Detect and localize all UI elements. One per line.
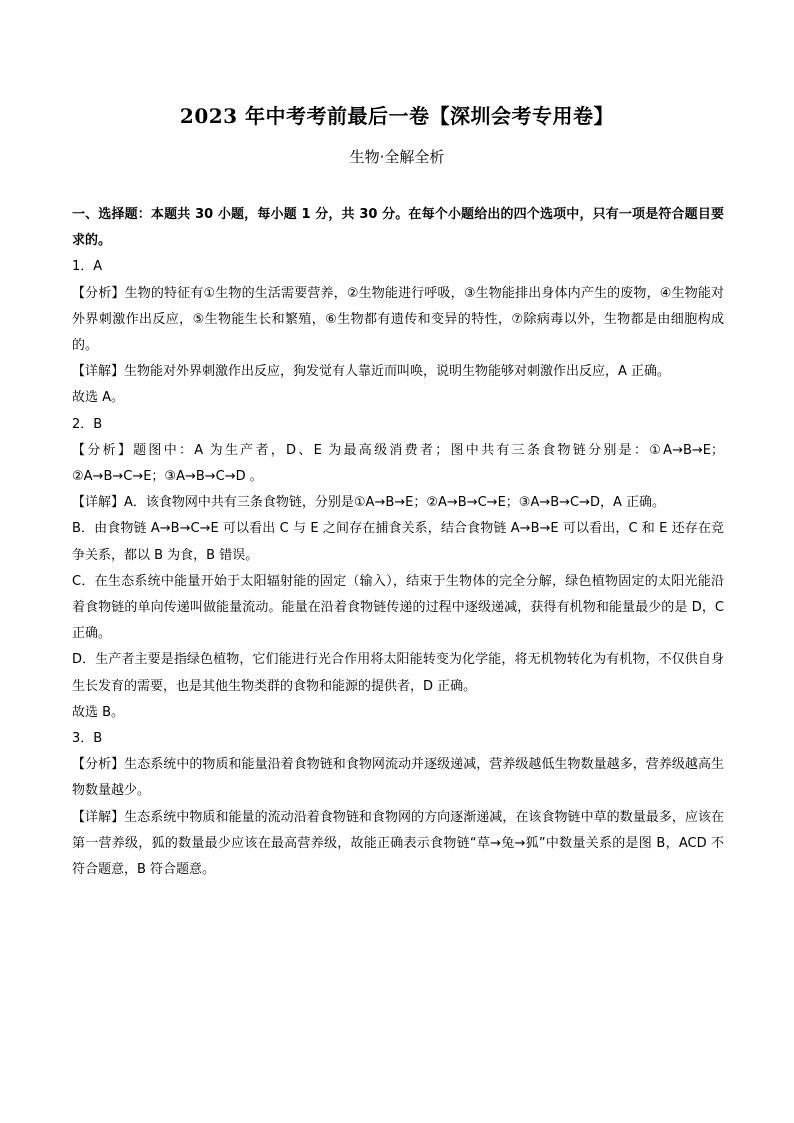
question-2-detail: 【详解】A．该食物网中共有三条食物链，分别是①A→B→E；②A→B→C→E；③A→B→C→D，A 正确。	[72, 495, 666, 511]
question-1-conclusion: 故选 A。	[72, 390, 125, 406]
question-3-analysis: 【分析】生态系统中的物质和能量沿着食物链和食物网流动并逐级递减，营养级越低生物数量越多，营养级越高生物数量越少。	[72, 757, 724, 799]
question-1-answer: 1．A	[72, 259, 103, 275]
question-3-detail: 【详解】生态系统中物质和能量的流动沿着食物链和食物网的方向逐渐递减，在该食物链中草的数量最多，应该在第一营养级，狐的数量最少应该在最高营养级，故能正确表示食物链“草→兔→狐”中数量关系的是图 B，ACD 不符合题意，B 符合题意。	[72, 809, 724, 878]
section-heading: 一、选择题：本题共 30 小题，每小题 1 分，共 30 分。在每个小题给出的四个选项中，只有一项是符合题目要求的。	[72, 207, 724, 249]
question-2-option-b: B．由食物链 A→B→C→E 可以看出 C 与 E 之间存在捕食关系，结合食物链 A→B→E 可以看出，C 和 E 还存在竞争关系，都以 B 为食，B 错误。	[72, 521, 724, 563]
question-2-option-c: C．在生态系统中能量开始于太阳辐射能的固定（输入），结束于生物体的完全分解，绿色植物固定的太阳光能沿着食物链的单向传递叫做能量流动。能量在沿着食物链传递的过程中逐级递减，获得有机物和能量最少的是 D，C 正确。	[72, 573, 724, 642]
question-2-option-d: D．生产者主要是指绿色植物，它们能进行光合作用将太阳能转变为化学能，将无机物转化为有机物，不仅供自身生长发育的需要，也是其他生物类群的食物和能源的提供者，D 正确。	[72, 652, 724, 694]
page-title: 2023 年中考考前最后一卷【深圳会考专用卷】	[179, 104, 615, 128]
question-3-answer: 3．B	[72, 731, 103, 747]
document-body	[72, 202, 724, 883]
question-1-detail: 【详解】生物能对外界刺激作出反应，狗发觉有人靠近而叫唤，说明生物能够对刺激作出反应，A 正确。	[72, 364, 671, 380]
page-subtitle: 生物·全解全析	[349, 148, 445, 166]
question-1-analysis: 【分析】生物的特征有①生物的生活需要营养，②生物能进行呼吸，③生物能排出身体内产生的废物，④生物能对外界刺激作出反应，⑤生物能生长和繁殖，⑥生物都有遗传和变异的特性，⑦除病毒以外，生物都是由细胞构成的。	[72, 285, 724, 354]
question-2-answer: 2．B	[72, 416, 103, 432]
question-2-conclusion: 故选 B。	[72, 704, 125, 720]
question-2-analysis: 【分析】题图中：A 为生产者，D、E 为最高级消费者；图中共有三条食物链分别是：①A→B→E；②A→B→C→E；③A→B→C→D 。	[72, 442, 724, 485]
